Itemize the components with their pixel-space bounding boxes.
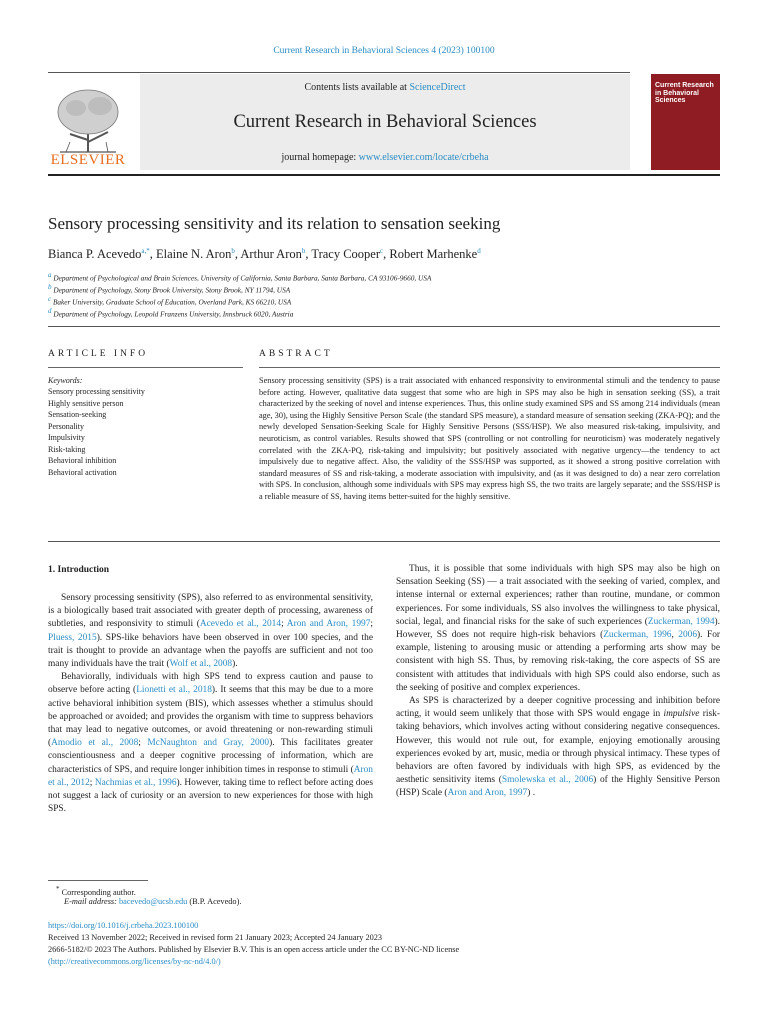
citation-link[interactable]: Nachmias et al., 1996 (94, 777, 177, 788)
cover-title: Current Research in Behavioral Sciences (655, 82, 714, 104)
contents-prefix: Contents lists available at (304, 82, 410, 93)
citation-link[interactable]: Aron et al., 2012 (48, 764, 373, 788)
footnote-star: * (56, 885, 60, 893)
paragraph-text: impulsive (663, 709, 700, 720)
author-affiliation-mark[interactable]: a,* (141, 247, 150, 255)
affiliation-b: $^b$ Department of Psychology, Stony Brook University, Stony Brook, NY 11794, USA (48, 283, 291, 295)
header-top-rule (48, 72, 630, 73)
affiliation-a: $^a$ Department of Psychological and Brain Sciences, University of California, Santa Barbara, Santa Barbara, CA 93106-9660, USA (48, 271, 432, 283)
intro-paragraph (48, 671, 373, 816)
section-rule (48, 326, 720, 327)
paragraph-text: ; (89, 777, 95, 788)
paragraph-text: ). SPS-like behaviors have been observed in over 100 species, and the trait is thought to provide an advantage when the payoffs are sufficient and not too many individuals have the trait ( (48, 632, 373, 670)
author-list (48, 247, 720, 262)
citation-link[interactable]: Smolewska et al., 2006 (501, 775, 594, 786)
citation-link[interactable]: Lionetti et al., 2018 (136, 685, 212, 696)
citation-link[interactable]: Pluess, 2015 (48, 632, 97, 643)
citation-link[interactable]: Zuckerman, 1996 (603, 630, 672, 641)
author-name[interactable]: Bianca P. Acevedo (48, 247, 142, 262)
paragraph-text: ) of the Highly Sensitive Person (HSP) Scale ( (396, 775, 720, 799)
citation-link[interactable]: Amodio et al., 2008 (51, 738, 139, 749)
homepage-link[interactable]: www.elsevier.com/locate/crbeha (358, 152, 489, 163)
intro-right-column (396, 563, 720, 801)
paragraph-text: Thus, it is possible that some individuals with high SPS may also be high on Sensation Seeking (SS) — a trait associated with the seeking of varied, complex, and intense internal or external experiences; rather than routine, mundane, or common experiences. For some individuals, SS also involves the willingness to take physical, social, legal, and financial risks for the sake of such experiences ( (396, 564, 720, 627)
elsevier-wordmark: ELSEVIER (50, 152, 126, 168)
intro-left-column (48, 592, 373, 816)
paragraph-text: As SPS is characterized by a deeper cognitive processing and inhibition before acting, it would seem unlikely that those with SPS would engage in (396, 696, 720, 720)
keyword-item: Sensation-seeking (48, 410, 107, 419)
keyword-item: Behavioral activation (48, 467, 117, 477)
abstract-rule (259, 367, 720, 368)
affiliation-d: $^d$ Department of Psychology, Leopold Franzens University, Innsbruck 6020, Austria (48, 307, 294, 319)
abstract-bottom-rule (48, 541, 720, 542)
keywords-label: Keywords: (48, 376, 83, 385)
citation-link[interactable]: 2006 (678, 630, 698, 641)
introduction-heading: 1. Introduction (48, 565, 110, 575)
journal-homepage (140, 152, 630, 163)
journal-title: Current Research in Behavioral Sciences (233, 112, 537, 132)
doi-link[interactable]: https://doi.org/10.1016/j.crbeha.2023.100100 (48, 921, 199, 930)
citation-link[interactable]: Zuckerman, 1994 (647, 616, 715, 627)
paragraph-text: ). However, SS does not require high-risk behaviors ( (396, 616, 721, 641)
paragraph-text: , (671, 630, 679, 641)
keyword-item: Personality (48, 421, 84, 431)
author-name[interactable]: Elaine N. Aron (156, 247, 232, 262)
abstract-heading: ABSTRACT (259, 349, 333, 359)
homepage-prefix: journal homepage: (281, 152, 359, 163)
contents-line (140, 82, 630, 93)
article-title: Sensory processing sensitivity and its relation to sensation seeking (48, 214, 501, 233)
email-note: E-mail address: bacevedo@ucsb.edu (B.P. Acevedo). (64, 897, 242, 906)
keyword-item: Risk-taking (48, 444, 86, 454)
author-separator: , (305, 247, 312, 262)
footnote-rule (48, 880, 148, 881)
abstract-text: Sensory processing sensitivity (SPS) is a trait associated with enhanced responsivity to environmental stimuli and the tendency to pause before acting. However, qualitative data suggest that some who are high in SPS may also be high in sensation seeking (SS), a trait characterized by the seeking of novel and intense experiences. Thus, this online study examined SPS and SS among 214 individuals (mean age, 30), using the Highly Sensitive Person Scale (the standard SPS measure), a standard measure of sensation seeking (ZKA-PQ); and the newly developed Sensation-Seeking Scale for Highly Sensitive Persons (SSS/HSP). We also measured risk-taking, impulsivity, and neuroticism, as control variables. Results showed that SPS (controlling or not controlling for neuroticism) was moderately negatively correlated with the ZKA-PQ, risk-taking and impulsivity; but positively associated with negative urgency—the tendency to act impulsively due to negative affect. Also, the validity of the SSS/HSP was supported, as it showed a strong positive correlation with standard measures of SS and risk-taking, a moderate association with impulsivity, and (as it was designed to do) a near zero correlation with SPS. In conclusion, although some individuals with SPS may express high SS, the two traits are largely separate; and the SSS/HSP is a reliable measure of SS, having items better-suited for the highly sensitive. (259, 376, 720, 501)
citation-link[interactable]: Acevedo et al., 2014 (199, 619, 282, 630)
intro-paragraph (48, 592, 373, 671)
author-separator: , (383, 247, 390, 262)
author-separator: , (234, 247, 241, 262)
license-link[interactable]: (http://creativecommons.org/licenses/by-nc-nd/4.0/) (48, 957, 221, 966)
paragraph-text: Sensory processing sensitivity (SPS), also referred to as environmental sensitivity, is a biologically based trait associated with greater depth of processing, awareness of subtleties, and responsivity to stimuli ( (48, 593, 373, 630)
citation-link[interactable]: Aron and Aron, 1997 (286, 619, 371, 630)
journal-cover-thumbnail[interactable] (651, 74, 720, 170)
author-name[interactable]: Arthur Aron (240, 247, 302, 262)
keyword-item: Impulsivity (48, 433, 85, 442)
paragraph-text: ). For example, listening to arousing music or attending a performing arts show may be consistent with high SS. Thus, by removing risk-taking, the core aspects of SS are consistent with attitudes that individuals with high SPS could also endorse, such as the seeking of positive and complex experiences. (396, 630, 721, 693)
keyword-item: Behavioral inhibition (48, 456, 117, 465)
corresponding-author-note: * Corresponding author. (56, 885, 136, 897)
paragraph-text: ). (232, 659, 238, 670)
keyword-item: Highly sensitive person (48, 398, 124, 408)
citation-link[interactable]: Wolf et al., 2008 (169, 659, 233, 670)
author-affiliation-mark[interactable]: b (301, 247, 306, 255)
paragraph-text: ). This facilitates greater conscientiousness and a deeper cognitive processing of information, which are characteristics of SPS, and require longer inhibition times in response to stimuli ( (48, 738, 374, 775)
paragraph-text: ; (370, 619, 373, 630)
intro-paragraph (396, 563, 720, 695)
keyword-item: Sensory processing sensitivity (48, 387, 145, 396)
citation-link[interactable]: Aron and Aron, 1997 (447, 788, 528, 799)
paragraph-text: ) . (527, 788, 536, 799)
paragraph-text: ). However, taking time to reflect before acting does not suggest a lack of curiosity or an aversion to new experiences for those with high SPS. (48, 777, 373, 815)
article-info-rule (48, 367, 243, 368)
header-bottom-rule (48, 174, 720, 176)
affiliation-c: $^c$ Baker University, Graduate School of Education, Overland Park, KS 66210, USA (48, 295, 292, 307)
paragraph-text: risk-taking behaviors, which involves acting without considering negative consequences. However, this would not rule out, for example, enjoying emotionally arousing experiences evoked by art, music, media or through physical intimacy. These types of behaviors are often favored by individuals with high SPS, as evidenced by the aesthetic sensitivity items ( (396, 709, 720, 786)
article-info-heading: ARTICLE INFO (48, 349, 149, 359)
received-dates: Received 13 November 2022; Received in revised form 21 January 2023; Accepted 24 January 2023 (48, 933, 383, 942)
keywords-list (48, 386, 145, 478)
author-name[interactable]: Tracy Cooper (311, 247, 381, 262)
author-affiliation-mark[interactable]: c (380, 247, 384, 255)
license-text: 2666-5182/© 2023 The Authors. Published by Elsevier B.V. This is an open access article under the CC BY-NC-ND license (48, 945, 460, 954)
email-link[interactable]: bacevedo@ucsb.edu (119, 897, 188, 906)
journal-citation[interactable]: Current Research in Behavioral Sciences 4 (2023) 100100 (273, 46, 495, 56)
author-separator: , (149, 247, 156, 262)
author-affiliation-mark[interactable]: d (477, 247, 481, 255)
paragraph-text: ; (281, 619, 287, 630)
intro-paragraph (396, 695, 720, 801)
paragraph-text: Behaviorally, individuals with high SPS tend to express caution and pause to observe before acting ( (48, 672, 373, 696)
author-affiliation-mark[interactable]: b (231, 247, 235, 255)
sciencedirect-link[interactable]: ScienceDirect (409, 82, 466, 93)
citation-link[interactable]: McNaughton and Gray, 2000 (147, 738, 270, 749)
author-name[interactable]: Robert Marhenke (389, 247, 478, 262)
paragraph-text: ). It seems that this may be due to a more active behavioral inhibition system (BIS), which assesses whether a stimulus should be approached or avoided; and provides the organism with time to suppress behaviors that may lead to negative outcomes, or avoid threatening or non-rewarding stimuli ( (48, 685, 374, 749)
paragraph-text: ; (138, 738, 148, 749)
